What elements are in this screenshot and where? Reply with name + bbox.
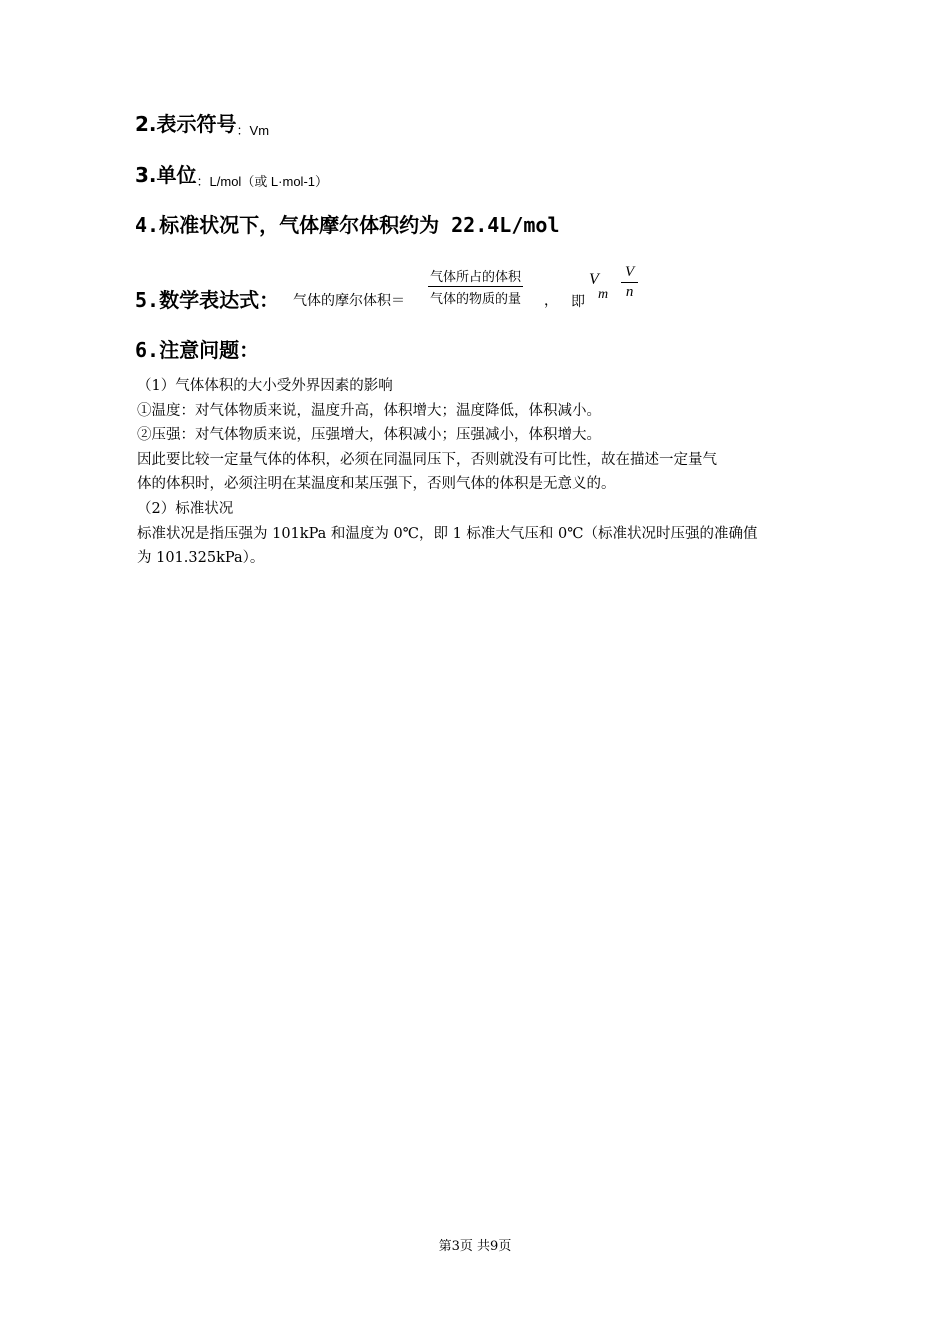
paragraph-line: （1）气体体积的大小受外界因素的影响 [137, 378, 393, 394]
symbol-separator: ： [236, 123, 250, 138]
symbol-v: V [589, 271, 599, 288]
fraction-n: n [625, 284, 634, 300]
unit-separator: ： [196, 174, 210, 189]
standard-line [135, 209, 560, 238]
unit-value: L/mol（或 L·mol-1） [209, 174, 328, 189]
paragraph-line: 体的体积时，必须注明在某温度和某压强下，否则气体的体积是无意义的。 [137, 476, 616, 493]
unit-heading: 3.单位 [135, 163, 197, 187]
expression-fraction [428, 266, 523, 307]
paragraph-line: ①温度：对气体物质来说，温度升高，体积增大；温度降低，体积减小。 [137, 402, 601, 419]
symbol-heading: 2.表示符号 [135, 112, 237, 136]
page-footer: 第3页 共9页 [438, 1239, 512, 1254]
notes-heading: 6.注意问题： [135, 338, 260, 362]
fraction-v: V [621, 264, 638, 283]
symbol-value: Vm [249, 123, 270, 138]
paragraph-line: ②压强：对气体物质来说，压强增大，体积减小；压强减小，体积增大。 [137, 427, 601, 444]
unit-line [135, 159, 328, 188]
expression-comma: ， [544, 293, 558, 309]
notes-body [137, 374, 757, 571]
symbol-m-subscript: m [598, 287, 609, 302]
standard-heading: 4.标准状况下，气体摩尔体积约为 22.4L/mol [135, 213, 560, 237]
paragraph-line: 标准状况是指压强为 101kPa 和温度为 0℃，即 1 标准大气压和 0℃（标准状况时压强的准确值 [137, 525, 758, 542]
expression-ji: 即 [571, 294, 585, 310]
paragraph-line: 因此要比较一定量气体的体积，必须在同温同压下，否则就没有可比性，故在描述一定量气 [137, 451, 717, 468]
expression-heading: 5.数学表达式： [135, 288, 280, 312]
paragraph-line: （2）标准状况 [137, 500, 234, 517]
symbol-line [135, 108, 269, 137]
paragraph-line: 为 101.325kPa）。 [137, 550, 265, 567]
v-over-n-fraction [621, 264, 638, 301]
expression-lhs: 气体的摩尔体积＝ [293, 293, 405, 309]
fraction-denominator: 气体的物质的量 [430, 292, 522, 307]
fraction-numerator: 气体所占的体积 [428, 266, 523, 287]
